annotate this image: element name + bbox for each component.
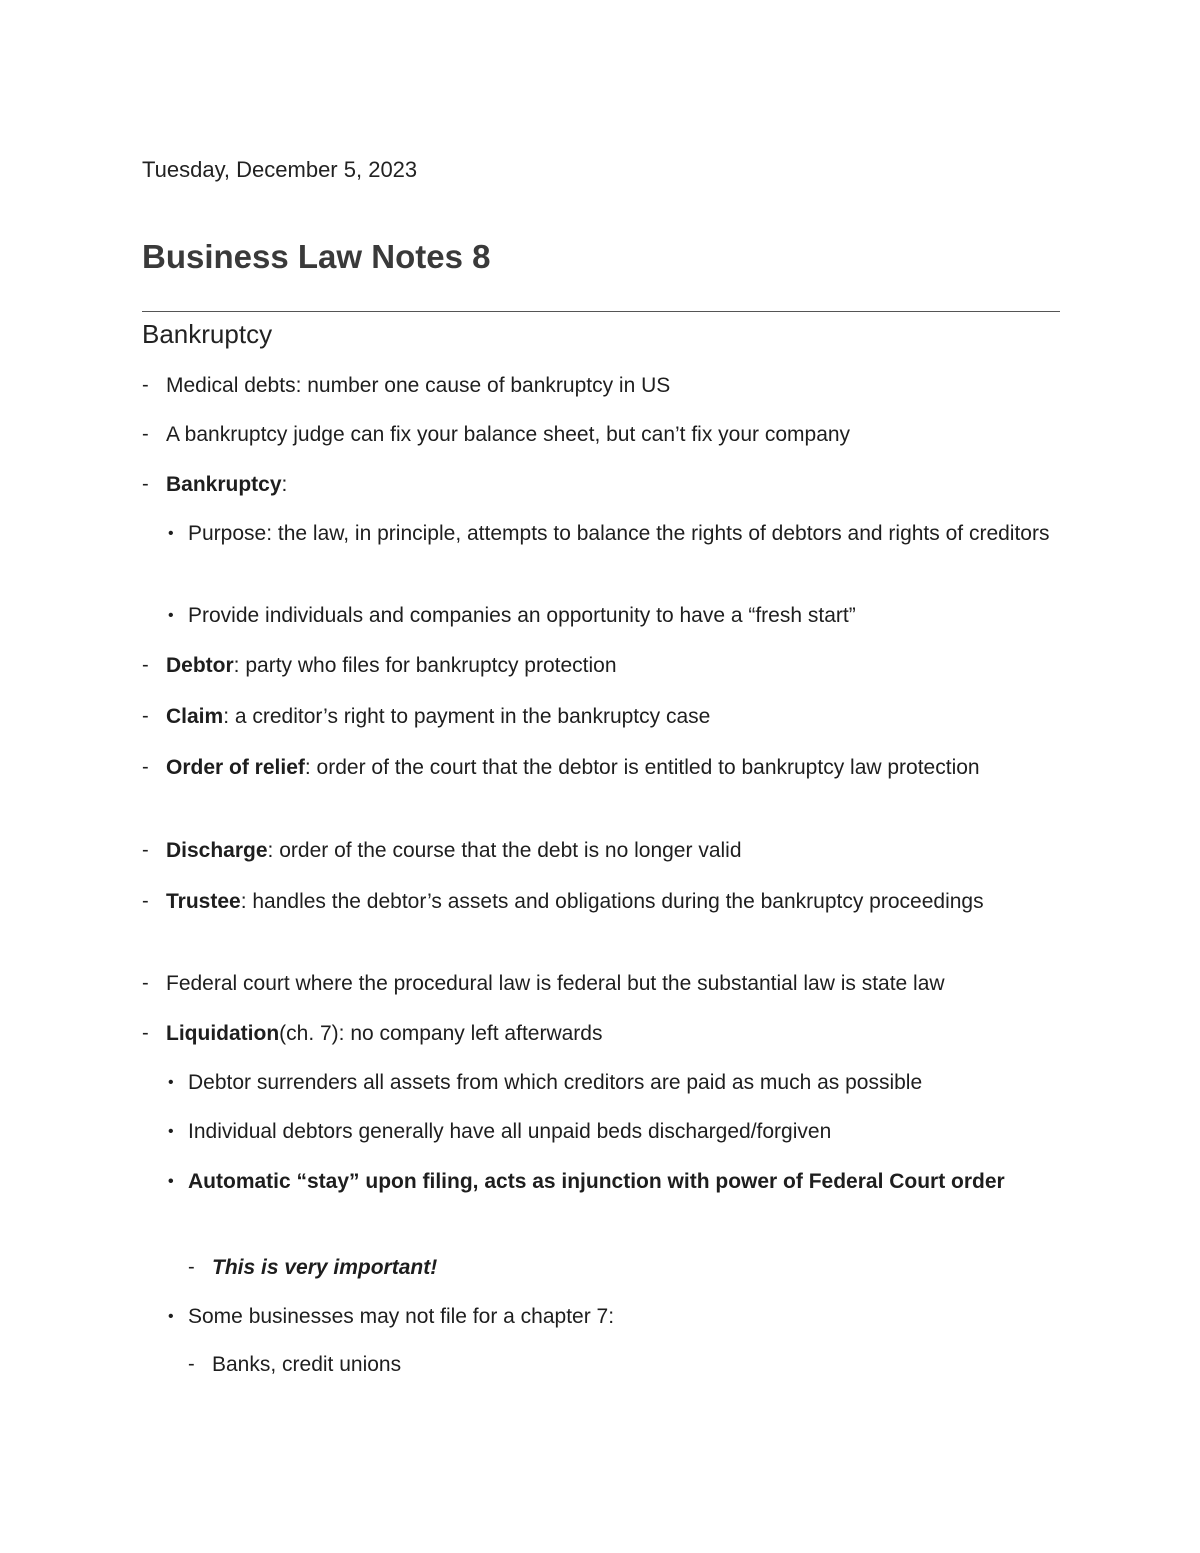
dash-marker: - <box>142 890 149 912</box>
item-text: Provide individuals and companies an opportunity to have a “fresh start” <box>188 604 856 627</box>
sub-list-item <box>168 1115 1058 1148</box>
item-text: : party who files for bankruptcy protection <box>233 654 617 677</box>
item-text: Medical debts: number one cause of bankruptcy in US <box>166 374 671 397</box>
bullet-marker: • <box>168 1308 174 1325</box>
bullet-marker: • <box>168 525 174 542</box>
dash-marker: - <box>142 839 149 861</box>
sub-list-item <box>168 1300 1058 1333</box>
item-term: Bankruptcy <box>166 473 282 496</box>
item-term: Debtor <box>166 654 234 677</box>
item-text: : order of the court that the debtor is entitled to bankruptcy law protection <box>304 756 980 779</box>
bullet-marker: • <box>168 1074 174 1091</box>
dash-marker: - <box>188 1353 195 1375</box>
list-item <box>142 834 1066 867</box>
page-title: Business Law Notes 8 <box>142 238 491 275</box>
list-item <box>142 418 1066 451</box>
dash-marker: - <box>142 972 149 994</box>
list-item <box>142 1017 1066 1050</box>
sub-list-item <box>168 599 1058 632</box>
sub-list-item <box>168 517 1058 550</box>
item-term: Trustee <box>166 890 241 913</box>
item-text: This is very important! <box>212 1256 438 1279</box>
item-text: : order of the course that the debt is no longer valid <box>267 839 742 862</box>
dash-marker: - <box>142 423 149 445</box>
dash-marker: - <box>142 705 149 727</box>
item-term: Order of relief <box>166 756 305 779</box>
item-term: Claim <box>166 705 224 728</box>
item-text: : a creditor’s right to payment in the bankruptcy case <box>223 705 711 728</box>
sub-list-item <box>168 1066 1058 1099</box>
list-item <box>142 700 1066 733</box>
sub-list-item <box>168 1165 1048 1198</box>
list-item <box>142 751 996 784</box>
bullet-marker: • <box>168 1173 174 1190</box>
item-text: Banks, credit unions <box>212 1353 402 1376</box>
list-item <box>142 369 1066 402</box>
item-text: Federal court where the procedural law is federal but the substantial law is state law <box>166 972 945 995</box>
list-item <box>142 967 1066 1000</box>
item-text: A bankruptcy judge can fix your balance sheet, but can’t fix your company <box>166 423 851 446</box>
item-text: Automatic “stay” upon filing, acts as injunction with power of Federal Court order <box>188 1170 1005 1193</box>
item-text: Individual debtors generally have all unpaid beds discharged/forgiven <box>188 1120 832 1143</box>
list-item <box>142 468 1066 501</box>
list-item <box>142 885 996 918</box>
dash-marker: - <box>142 756 149 778</box>
dash-marker: - <box>188 1256 195 1278</box>
item-text: Debtor surrenders all assets from which creditors are paid as much as possible <box>188 1071 923 1094</box>
bullet-marker: • <box>168 607 174 624</box>
item-text: : handles the debtor’s assets and obligations during the bankruptcy proceedings <box>240 890 984 913</box>
title-divider <box>142 311 1060 312</box>
sub-sub-list-item <box>188 1348 1052 1381</box>
note-date: Tuesday, December 5, 2023 <box>142 157 418 182</box>
item-term: Discharge <box>166 839 268 862</box>
dash-marker: - <box>142 1022 149 1044</box>
dash-marker: - <box>142 473 149 495</box>
item-text: Some businesses may not file for a chapter 7: <box>188 1305 615 1328</box>
item-text: Purpose: the law, in principle, attempts to balance the rights of debtors and rights of creditors <box>188 522 1050 545</box>
bullet-marker: • <box>168 1123 174 1140</box>
dash-marker: - <box>142 374 149 396</box>
section-heading: Bankruptcy <box>142 319 273 349</box>
dash-marker: - <box>142 654 149 676</box>
item-term: Liquidation <box>166 1022 280 1045</box>
item-text: : <box>281 473 288 496</box>
list-item <box>142 649 1066 682</box>
item-text: (ch. 7): no company left afterwards <box>279 1022 603 1045</box>
sub-sub-list-item <box>188 1251 1052 1284</box>
